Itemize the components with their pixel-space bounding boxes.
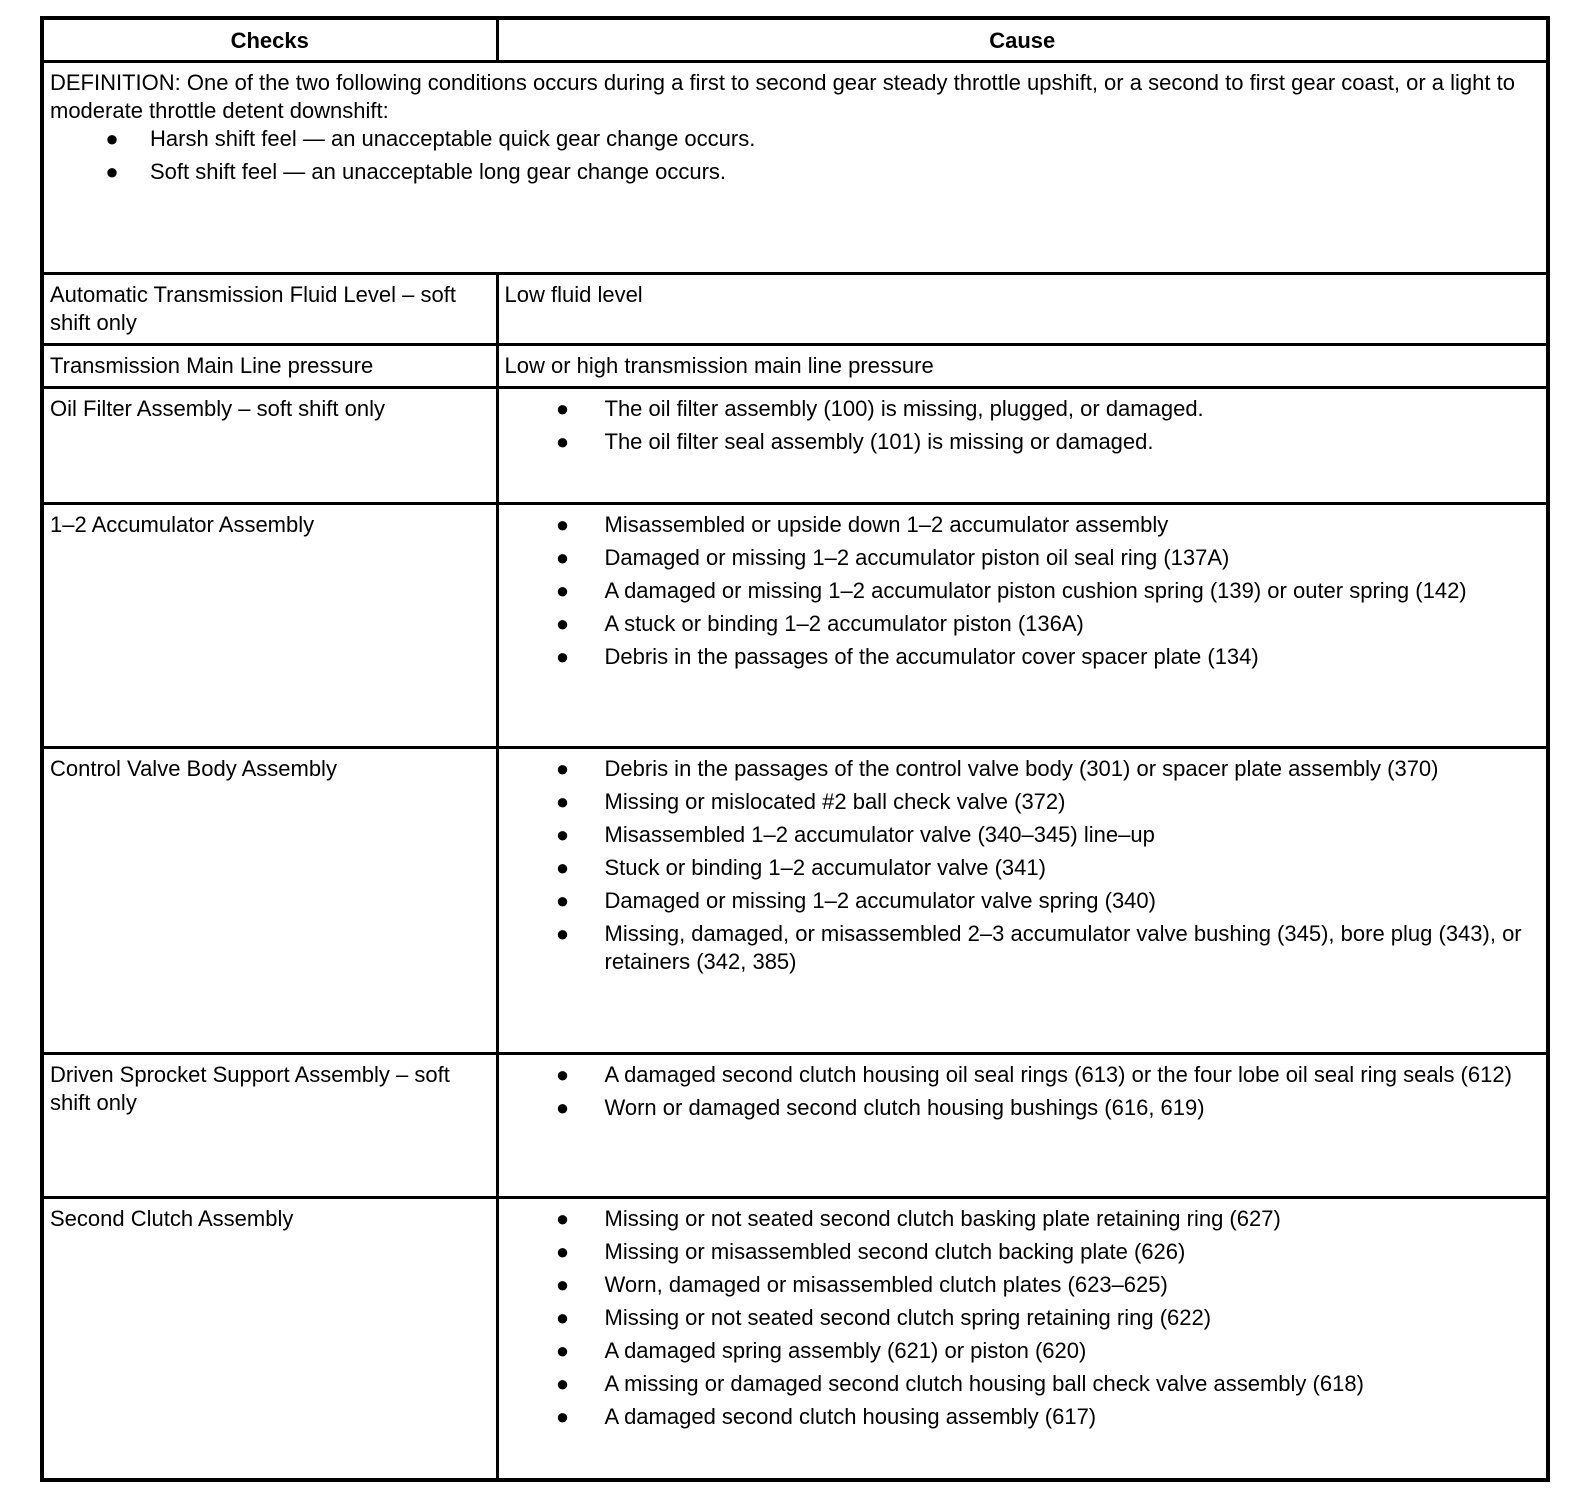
cause-bullet: ● A damaged or missing 1–2 accumulator piston cushion spring (139) or outer spring (142) <box>505 577 1541 605</box>
bullet-icon: ● <box>555 1206 570 1231</box>
cause-bullet: ● The oil filter assembly (100) is missing, plugged, or damaged. <box>505 395 1541 423</box>
cause-bullet: ● Damaged or missing 1–2 accumulator piston oil seal ring (137A) <box>505 544 1541 572</box>
table-row <box>42 748 1548 1054</box>
table-row <box>42 504 1548 748</box>
cause-bullet: ● Missing or mislocated #2 ball check valve (372) <box>505 788 1541 816</box>
definition-row <box>42 62 1548 274</box>
table-row <box>42 1198 1548 1480</box>
cause-bullet: ● A missing or damaged second clutch housing ball check valve assembly (618) <box>505 1370 1541 1398</box>
cause-bullet: ● A damaged second clutch housing oil seal rings (613) or the four lobe oil seal ring seals (612) <box>505 1061 1541 1089</box>
cause-cell: Low fluid level <box>497 274 1548 345</box>
bullet-icon: ● <box>555 644 570 669</box>
bullet-icon: ● <box>555 888 570 913</box>
cause-bullet: ● Missing, damaged, or misassembled 2–3 accumulator valve bushing (345), bore plug (343), or retainers (342, 385) <box>505 920 1541 976</box>
table-row <box>42 345 1548 388</box>
cause-bullet-list <box>505 1205 1541 1431</box>
definition-text: DEFINITION: One of the two following conditions occurs during a first to second gear steady throttle upshift, or a second to first gear coast, or a light to moderate throttle detent downshift: <box>50 70 1515 123</box>
definition-bullet: ● Harsh shift feel — an unacceptable quick gear change occurs. <box>50 125 1540 153</box>
bullet-icon: ● <box>555 429 570 454</box>
bullet-icon: ● <box>555 578 570 603</box>
cause-bullet-list <box>505 395 1541 456</box>
cause-bullet: ● Debris in the passages of the accumulator cover spacer plate (134) <box>505 643 1541 671</box>
cause-bullet: ● The oil filter seal assembly (101) is missing or damaged. <box>505 428 1541 456</box>
cause-bullet: ● Misassembled 1–2 accumulator valve (340–345) line–up <box>505 821 1541 849</box>
checks-header: Checks <box>42 18 497 62</box>
bullet-icon: ● <box>555 1371 570 1396</box>
cause-bullet: ● A damaged second clutch housing assembly (617) <box>505 1403 1541 1431</box>
table-row <box>42 388 1548 504</box>
cause-bullet-list <box>505 1061 1541 1122</box>
check-cell: Control Valve Body Assembly <box>42 748 497 1054</box>
bullet-icon: ● <box>555 1095 570 1120</box>
bullet-icon: ● <box>555 545 570 570</box>
bullet-icon: ● <box>105 126 119 151</box>
check-cell: 1–2 Accumulator Assembly <box>42 504 497 748</box>
check-cell: Second Clutch Assembly <box>42 1198 497 1480</box>
bullet-icon: ● <box>555 1062 570 1087</box>
cause-bullet: ● A damaged spring assembly (621) or piston (620) <box>505 1337 1541 1365</box>
cause-header: Cause <box>497 18 1548 62</box>
bullet-icon: ● <box>555 756 570 781</box>
bullet-icon: ● <box>555 822 570 847</box>
cause-bullet: ● Debris in the passages of the control valve body (301) or spacer plate assembly (370) <box>505 755 1541 783</box>
bullet-icon: ● <box>555 1305 570 1330</box>
bullet-icon: ● <box>555 1338 570 1363</box>
definition-bullet: ● Soft shift feel — an unacceptable long gear change occurs. <box>50 158 1540 186</box>
cause-cell <box>497 1054 1548 1198</box>
cause-bullet-list <box>505 511 1541 671</box>
diagnostic-table <box>40 16 1550 1482</box>
bullet-icon: ● <box>555 1239 570 1264</box>
cause-bullet: ● Worn or damaged second clutch housing bushings (616, 619) <box>505 1094 1541 1122</box>
cause-cell <box>497 388 1548 504</box>
bullet-icon: ● <box>555 921 570 946</box>
bullet-icon: ● <box>555 1404 570 1429</box>
cause-cell: Low or high transmission main line pressure <box>497 345 1548 388</box>
cause-bullet: ● Stuck or binding 1–2 accumulator valve (341) <box>505 854 1541 882</box>
cause-bullet-list <box>505 755 1541 976</box>
definition-bullet-list <box>50 125 1540 186</box>
cause-bullet: ● Missing or misassembled second clutch backing plate (626) <box>505 1238 1541 1266</box>
cause-bullet: ● Damaged or missing 1–2 accumulator valve spring (340) <box>505 887 1541 915</box>
cause-bullet: ● A stuck or binding 1–2 accumulator piston (136A) <box>505 610 1541 638</box>
bullet-icon: ● <box>555 789 570 814</box>
bullet-icon: ● <box>555 611 570 636</box>
cause-cell <box>497 1198 1548 1480</box>
bullet-icon: ● <box>555 512 570 537</box>
cause-bullet: ● Missing or not seated second clutch basking plate retaining ring (627) <box>505 1205 1541 1233</box>
cause-bullet: ● Missing or not seated second clutch spring retaining ring (622) <box>505 1304 1541 1332</box>
cause-cell <box>497 748 1548 1054</box>
definition-cell <box>42 62 1548 274</box>
cause-cell <box>497 504 1548 748</box>
check-cell: Driven Sprocket Support Assembly – soft shift only <box>42 1054 497 1198</box>
bullet-icon: ● <box>555 855 570 880</box>
cause-bullet: ● Worn, damaged or misassembled clutch plates (623–625) <box>505 1271 1541 1299</box>
bullet-icon: ● <box>555 396 570 421</box>
check-cell: Automatic Transmission Fluid Level – soft shift only <box>42 274 497 345</box>
check-cell: Transmission Main Line pressure <box>42 345 497 388</box>
cause-bullet: ● Misassembled or upside down 1–2 accumulator assembly <box>505 511 1541 539</box>
table-row <box>42 274 1548 345</box>
check-cell: Oil Filter Assembly – soft shift only <box>42 388 497 504</box>
header-row <box>42 18 1548 62</box>
table-row <box>42 1054 1548 1198</box>
bullet-icon: ● <box>555 1272 570 1297</box>
bullet-icon: ● <box>105 159 119 184</box>
